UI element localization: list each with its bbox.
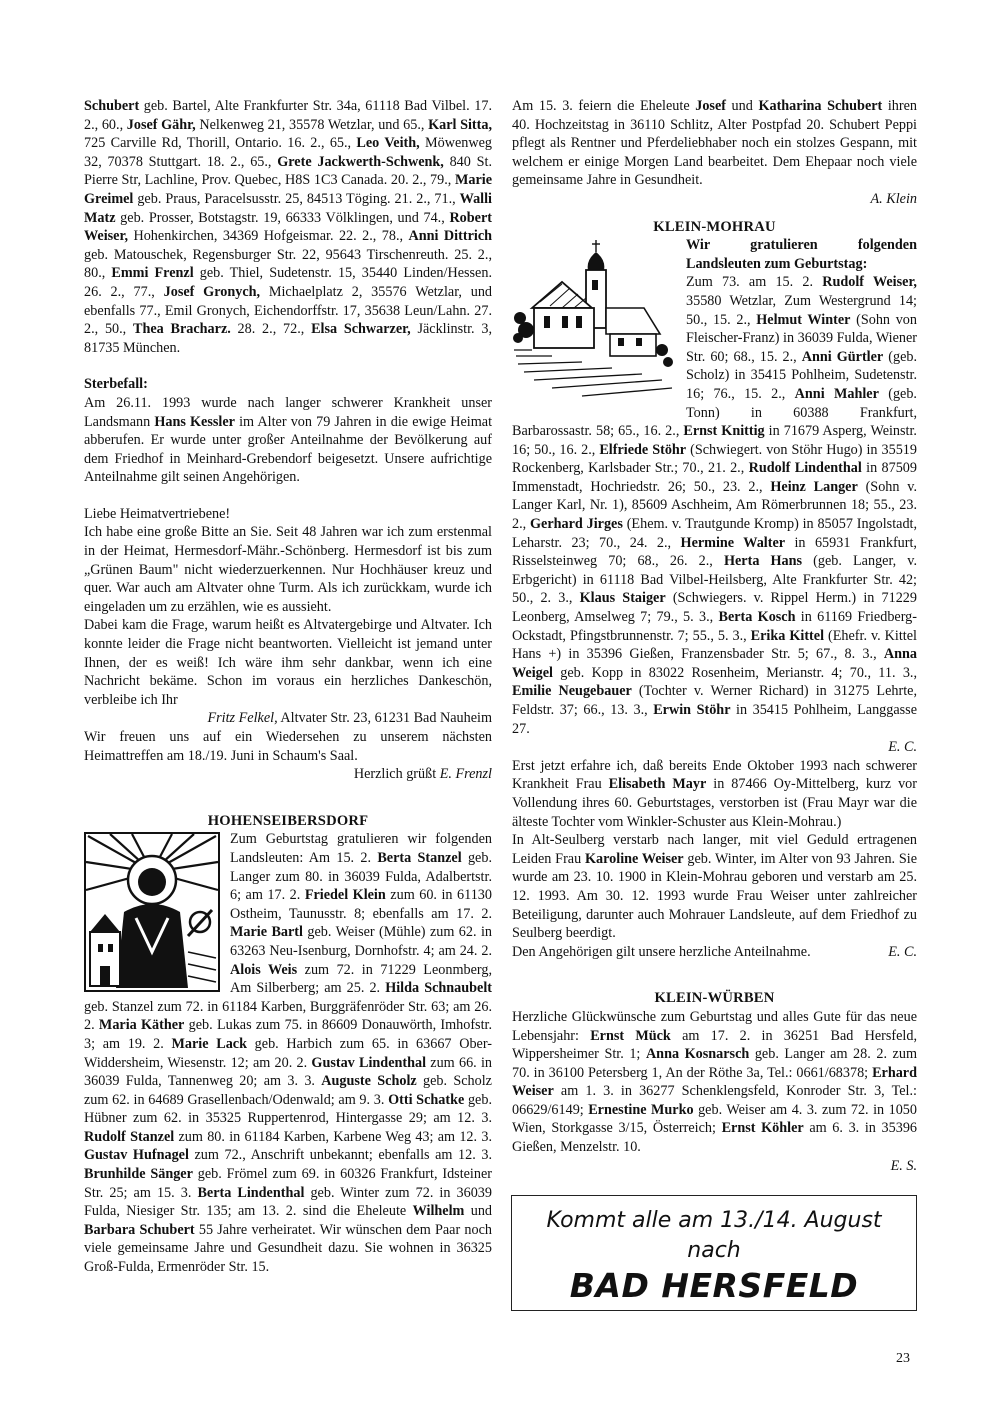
kleinmohrau-intro: Wir gratulieren folgenden Landsleuten zum Geburtstag: xyxy=(686,237,917,272)
person-name: Rudolf Lindenthal xyxy=(748,460,862,477)
letter-greeting: Liebe Heimatvertriebene! xyxy=(84,505,231,522)
letter-signature: Fritz Felkel, Altvater Str. 23, 61231 Bad Nauheim xyxy=(207,710,492,727)
announcement-box xyxy=(511,1195,917,1311)
greeting-signature: Herzlich grüßt E. Frenzl xyxy=(353,766,492,783)
announcement-title: BAD HERSFELD xyxy=(569,1266,859,1305)
person-name: Karoline Weiser xyxy=(584,850,684,867)
person-name: Erika Kittel xyxy=(750,627,825,644)
hohenseibersdorf-heading: HOHENSEIBERSDORF xyxy=(207,812,369,829)
text-run: geb. Weiser (Mühle) zum 62. in 63263 Neu-Isenburg, Dornhofstr. 4; am 24. 2. xyxy=(230,924,492,959)
person-name: Ernst Köhler xyxy=(721,1120,804,1137)
person-name: Robert Weiser, xyxy=(84,209,492,245)
person-name: Maria Käther xyxy=(98,1017,185,1034)
text-run: geb. Prosser, Botstagstr. 19, 66333 Völklingen, und 74., xyxy=(115,209,450,226)
letter-paragraph: Ich habe eine große Bitte an Sie. Seit 48 Jahren war ich zum erstenmal in der Heimat, Hermesdorf-Mähr.-Schönberg. Hermesdorf ist bis zum „Grünen Baum" nicht wiederzuerkennen. Nur Hochhäuser kreuz und quer. War auch am Altvater ohne Turm. Als ich zurückkam, wurde ich eingeladen um zu erzählen, wie es aussieht. xyxy=(84,524,492,615)
person-name: Helmut Winter xyxy=(756,311,851,328)
person-name: Heinz Langer xyxy=(770,478,858,495)
person-name: Thea Bracharz. xyxy=(133,321,231,338)
person-name: Friedel Klein xyxy=(304,887,386,904)
text-run: in 65931 Frankfurt, Risselsteinweg 70; 68., 26. 2., xyxy=(512,534,917,570)
text-run: (Ehem. v. Trautgunde Kromp) in 85057 Ingolstadt, Leharstr. 23; 70., 24. 2., xyxy=(512,516,918,551)
text-run: am 17. 2. in 36251 Bad Hersfeld, Wippersheimer Str. 1; xyxy=(512,1027,917,1063)
person-name: Berta Kosch xyxy=(718,609,796,626)
text-run: (geb. Langer, v. Erbgericht) in 61118 Bad Vilbel-Heilsberg, Alte Frankfurter Str. 42; 50., 2. 3., xyxy=(512,553,917,607)
wiedersehen-text: Wir freuen uns auf ein Wiedersehen zu unserem nächsten Heimattreffen am 18./19. Juni in Schaum's Saal. xyxy=(84,729,492,764)
text-run: 725 Carville Rd, Thorill, Ontario. 16. 2., 65., xyxy=(84,135,357,152)
person-name: Marie Greimel xyxy=(84,172,492,207)
church-illustration xyxy=(512,238,676,402)
person-name: Alois Weis xyxy=(230,961,298,978)
person-name: Rudolf Stanzel xyxy=(84,1128,175,1145)
person-name: Josef Gronych, xyxy=(163,283,261,300)
person-name: Berta Stanzel xyxy=(377,849,462,866)
text-run: zum 80. in 61184 Karben, Karbene Weg 43; am 12. 3. xyxy=(174,1128,492,1145)
text-run: in 35415 Pohlheim, Langgasse 27. xyxy=(512,702,917,737)
text-run: (Tochter v. Werner Richard) in 31275 Lehrte, Feldstr. 37; 66., 13. 3., xyxy=(512,683,917,718)
person-name: Emmi Frenzl xyxy=(111,265,194,282)
text-run: Zum Geburtstag gratulieren wir folgenden Landsleuten: Am 15. 2. xyxy=(230,831,492,866)
kleinwuerben-heading: KLEIN-WÜRBEN xyxy=(654,990,775,1007)
sterbefall-text xyxy=(84,394,492,487)
text-run: geb. Lukas zum 75. in 86609 Donauwörth, Imhofstr. 3; am 19. 2. xyxy=(84,1017,493,1052)
person-name: Anni Mahler xyxy=(794,385,879,402)
text-run: geb. Scholz zum 62. in 64689 Grasellenbach/Odenwald; am 9. 3. xyxy=(84,1073,492,1108)
text-run: Am 26.11. 1993 wurde nach langer schwerer Krankheit unser Landsmann xyxy=(84,394,492,430)
text-run: geb. Langer am 28. 2. zum 70. in 36100 Petersberg 1, An der Röthe 3a, Tel.: 0661/68378; xyxy=(512,1046,917,1081)
text-run: (Ehefr. v. Kittel Hans +) in 35396 Gießen, Franzensbader Str. 5; 67., 8. 3., xyxy=(512,627,917,663)
announcement-line: nach xyxy=(687,1238,741,1263)
person-name: Hilda Schnaubelt xyxy=(385,980,492,997)
text-run: Herzliche Glückwünsche zum Geburtstag und alles Gute für das neue Lebensjahr: xyxy=(512,1008,917,1044)
person-name: Erwin Stöhr xyxy=(653,702,731,718)
person-name: Erhard Weiser xyxy=(512,1064,917,1100)
person-name: Anna Kosnarsch xyxy=(645,1046,750,1063)
saint-woodcut-illustration xyxy=(84,832,220,992)
person-name: Josef Gähr, xyxy=(126,116,196,133)
text-run: geb. Frömel zum 69. in 60326 Frankfurt, Idsteiner Str. 25; am 15. 3. xyxy=(84,1166,492,1201)
text-run: (Sohn v. Langer Karl, Nr. 1), 85609 Aschheim, Am Römerbrunnen 18; 55., 23. 2., xyxy=(512,478,917,533)
person-name: Anna Weigel xyxy=(512,646,917,681)
text-run: am 1. 3. in 36277 Schenklengsfeld, Konroder Str. 3, Tel.: 06629/6149; xyxy=(512,1083,917,1118)
text-run: Nelkenweg 21, 35578 Wetzlar, und 65., xyxy=(195,116,429,133)
person-name: Barbara Schubert xyxy=(84,1221,195,1238)
person-name: Elisabeth Mayr xyxy=(608,776,707,793)
text-run: in 61169 Friedberg-Ockstadt, Pfingstbrunnenstr. 7; 55., 5. 3., xyxy=(512,609,917,644)
person-name: Schubert xyxy=(84,98,140,114)
person-name: Karl Sitta, xyxy=(428,116,492,133)
kleinmohrau-signature: E. C. xyxy=(888,739,917,756)
person-name: Elsa Schwarzer, xyxy=(311,321,411,338)
text-run: 55 Jahre verheiratet. Wir wünschen dem Paar noch viele gemeinsame Jahre und Gesundheit dazu. Sie wohnen in 36325 Groß-Fulda, Ermenröder Str. 15. xyxy=(84,1221,492,1276)
text-run: in 87466 Oy-Mittelberg, kurz vor Vollendung ihres 60. Geburtstages, verstorben ist (Frau Mayr war die älteste Tochter vom Winkler-Schuster aus Klein-Mohrau.) xyxy=(512,776,917,830)
mayr-obituary xyxy=(512,757,917,831)
text-run: Michaelplatz 2, 35576 Wetzlar, und ebenfalls 77., Emil Gronych, Eichendorffstr. 17, 35638 Leun/Lahn. 27. 2., 50., xyxy=(84,283,493,338)
text-run: zum 60. in 61130 Ostheim, Taunusstr. 8; ebenfalls am 17. 2. xyxy=(230,887,492,922)
person-name: Ernst Mück xyxy=(590,1027,671,1044)
text-run: geb. Langer zum 80. in 36039 Fulda, Adalbertstr. 6; am 17. 2. xyxy=(230,849,492,904)
text-run: im Alter von 79 Jahren in die ewige Heimat abberufen. Er wurde unter großer Anteilnahme der Bevölkerung auf dem Friedhof in Meinhard-Grebendorf beigesetzt. Unsere aufrichtige Anteilnahme gilt seinen Angehörigen. xyxy=(84,413,493,486)
text-run: geb. Thiel, Sudetenstr. 15, 35440 Linden/Hessen. 26. 2., 77., xyxy=(84,265,492,300)
text-run: in 71679 Asperg, Weinstr. 16; 50., 16. 2., xyxy=(512,423,917,458)
text-run: und xyxy=(464,1203,493,1220)
text-run: (Sohn von Fleischer-Franz) in 36039 Fulda, Wiener Str. 60; 68., 15. 2., xyxy=(686,311,917,365)
text-run: In Alt-Seulberg verstarb nach langer, mit viel Geduld ertragenen Leiden Frau xyxy=(512,832,917,867)
person-name: Otti Schatke xyxy=(388,1091,465,1108)
person-name: Rudolf Weiser, xyxy=(822,274,917,291)
kleinmohrau-heading: KLEIN-MOHRAU xyxy=(653,218,776,235)
text-run: geb. Winter zum 72. in 36039 Fulda, Niesiger Str. 135; am 13. 2. sind die Eheleute xyxy=(84,1184,492,1220)
condolence-line: Den Angehörigen gilt unsere herzliche Anteilnahme. E. C. xyxy=(512,943,917,960)
person-name: Hermine Walter xyxy=(680,534,786,551)
text-run: in 87509 Immenstadt, Hochriedstr. 26; 50., 23. 2., xyxy=(512,460,917,495)
kleinwuerben-text xyxy=(512,1008,917,1157)
person-name: Elfriede Stöhr xyxy=(599,441,687,458)
person-name: Wilhelm xyxy=(412,1203,465,1220)
person-name: Katharina Schubert xyxy=(758,98,883,114)
person-name: Ernestine Murko xyxy=(588,1101,694,1118)
text-run: Möwenweg 32, 70378 Stuttgart. 18. 2., 65., xyxy=(84,135,492,170)
person-name: Gerhard Jirges xyxy=(530,516,623,533)
text-run: (Schwiegert. von Stöhr Hugo) in 35519 Rockenberg, Karlsbader Str.; 70., 21. 2., xyxy=(512,441,917,477)
person-name: Gustav Hufnagel xyxy=(84,1147,189,1164)
text-run: 28. 2., 72., xyxy=(230,321,312,338)
text-run: geb. Praus, Paracelsusstr. 25, 84513 Töging. 21. 2., 71., xyxy=(133,190,460,207)
text-run: (Schwiegers. v. Rippel Herm.) in 71229 Leonberg, Amselweg 7; 79., 5. 3., xyxy=(512,590,917,626)
person-name: Berta Lindenthal xyxy=(197,1184,305,1201)
text-run: und xyxy=(725,98,759,114)
person-name: Herta Hans xyxy=(723,553,803,570)
person-name: Josef xyxy=(695,98,726,114)
right-column xyxy=(512,97,917,1175)
anniversary-text xyxy=(512,97,917,190)
text-run: Erst jetzt erfahre ich, daß bereits Ende Oktober 1993 nach schwerer Krankheit Frau xyxy=(512,757,917,793)
weiser-obituary xyxy=(512,831,917,943)
text-run: geb. Kopp in 83022 Rosenheim, Merianstr. 4; 70., 11. 3., xyxy=(552,664,917,681)
text-run: (geb. Scholz) in 35415 Pohlheim, Sudetenstr. 16; 76., 15. 2., xyxy=(686,348,918,402)
person-name: Hans Kessler xyxy=(154,413,235,430)
text-run: zum 72., Anschrift unbekannt; ebenfalls am 12. 3. xyxy=(188,1147,492,1164)
person-name: Klaus Staiger xyxy=(579,590,666,607)
person-name: Leo Veith, xyxy=(356,135,420,152)
anniversary-signature: A. Klein xyxy=(870,190,917,207)
text-run: zum 66. in 36039 Fulda, Tannenweg 20; am 3. 3. xyxy=(84,1054,492,1090)
text-run: geb. Hübner zum 62. in 35325 Ruppertenrod, Hintergasse 29; am 12. 3. xyxy=(84,1091,492,1127)
sterbefall-heading: Sterbefall: xyxy=(84,376,148,393)
person-name: Ernst Knittig xyxy=(683,423,765,440)
text-run: geb. Harbich zum 65. in 63667 Ober-Widdersheim, Wiesenstr. 12; am 20. 2. xyxy=(84,1035,493,1071)
person-name: Grete Jackwerth-Schwenk, xyxy=(277,153,444,170)
text-run: (geb. Tonn) in 60388 Frankfurt, Barbarossastr. 58; 65., 16. 2., xyxy=(512,385,917,440)
text-run: Zum 73. am 15. 2. xyxy=(686,274,823,291)
text-run: geb. Stanzel zum 72. in 61184 Karben, Burggräfenröder Str. 63; am 26. 2. xyxy=(84,998,492,1034)
text-run: ihren 40. Hochzeitstag in 36110 Schlitz, Alter Postpfad 20. Schubert Peppi pflegt als Rentner und Pferdeliebhaber noch ein stolzes Gespann, mit welchem er einige Morgen Land bearbeitet. Dem Ehepaar noch viele gemeinsame Jahre in Gesundheit. xyxy=(512,98,918,189)
birthday-list-continued xyxy=(84,97,492,357)
text-run: am 6. 3. in 35396 Gießen, Menzelstr. 10. xyxy=(512,1120,918,1156)
person-name: Anni Dittrich xyxy=(408,228,492,245)
kleinwuerben-signature: E. S. xyxy=(890,1157,917,1174)
text-run: geb. Winter, im Alter von 93 Jahren. Sie wurde am 23. 10. 1900 in Klein-Mohrau geboren und verstarb am 25. 12. 1993. Am 30. 12. 1993 wurde Frau Weiser unter zahlreicher Beteiligung, darunter auch Mohrauer Landsleute, auf dem Friedhof zu Seulberg beerdigt. xyxy=(512,850,917,942)
person-name: Brunhilde Sänger xyxy=(84,1166,193,1183)
text-run: Jäcklinstr. 3, 81735 München. xyxy=(84,321,493,356)
page-number: 23 xyxy=(896,1351,910,1366)
person-name: Gustav Lindenthal xyxy=(311,1054,427,1071)
text-run: Hohenkirchen, 34369 Hofgeismar. 22. 2., 78., xyxy=(128,228,409,245)
text-run: Am 15. 3. feiern die Eheleute xyxy=(512,98,696,114)
text-run: 840 St. Pierre Str, Lachline, Prov. Quebec, H8S 1C3 Canada. 20. 2., 79., xyxy=(84,153,492,189)
left-column xyxy=(84,97,492,1277)
text-run: 35580 Wetzlar, Zum Westergrund 14; 50., 15. 2., xyxy=(686,292,917,328)
letter-paragraph: Dabei kam die Frage, warum heißt es Altvatergebirge und Altvater. Ich konnte leider die Frage nicht beantworten. Vielleicht ist jemand unter Ihnen, der es weiß! Ich wäre ihm sehr dankbar, wenn ich eine Nachricht bekäme. Schon im voraus ein herzliches Dankeschön, verbleibe ich Ihr xyxy=(84,617,492,708)
text-run: geb. Bartel, Alte Frankfurter Str. 34a, 61118 Bad Vilbel. 17. 2., 60., xyxy=(84,98,492,133)
person-name: Walli Matz xyxy=(84,190,492,226)
announcement-line: Kommt alle am 13./14. August xyxy=(546,1208,882,1233)
person-name: Marie Lack xyxy=(171,1035,247,1052)
text-run: zum 72. in 71229 Leonmberg, Am Silberberg; am 25. 2. xyxy=(230,961,492,997)
person-name: Auguste Scholz xyxy=(321,1073,417,1090)
text-run: geb. Matouschek, Regensburger Str. 22, 95643 Tirschenreuth. 25. 2., 80., xyxy=(84,246,492,282)
person-name: Marie Bartl xyxy=(230,924,303,941)
text-run: geb. Weiser am 4. 3. zum 72. in 1050 Wien, Storkgasse 3/15, Österreich; xyxy=(512,1101,917,1137)
person-name: Anni Gürtler xyxy=(801,348,884,365)
person-name: Emilie Neugebauer xyxy=(512,683,632,700)
